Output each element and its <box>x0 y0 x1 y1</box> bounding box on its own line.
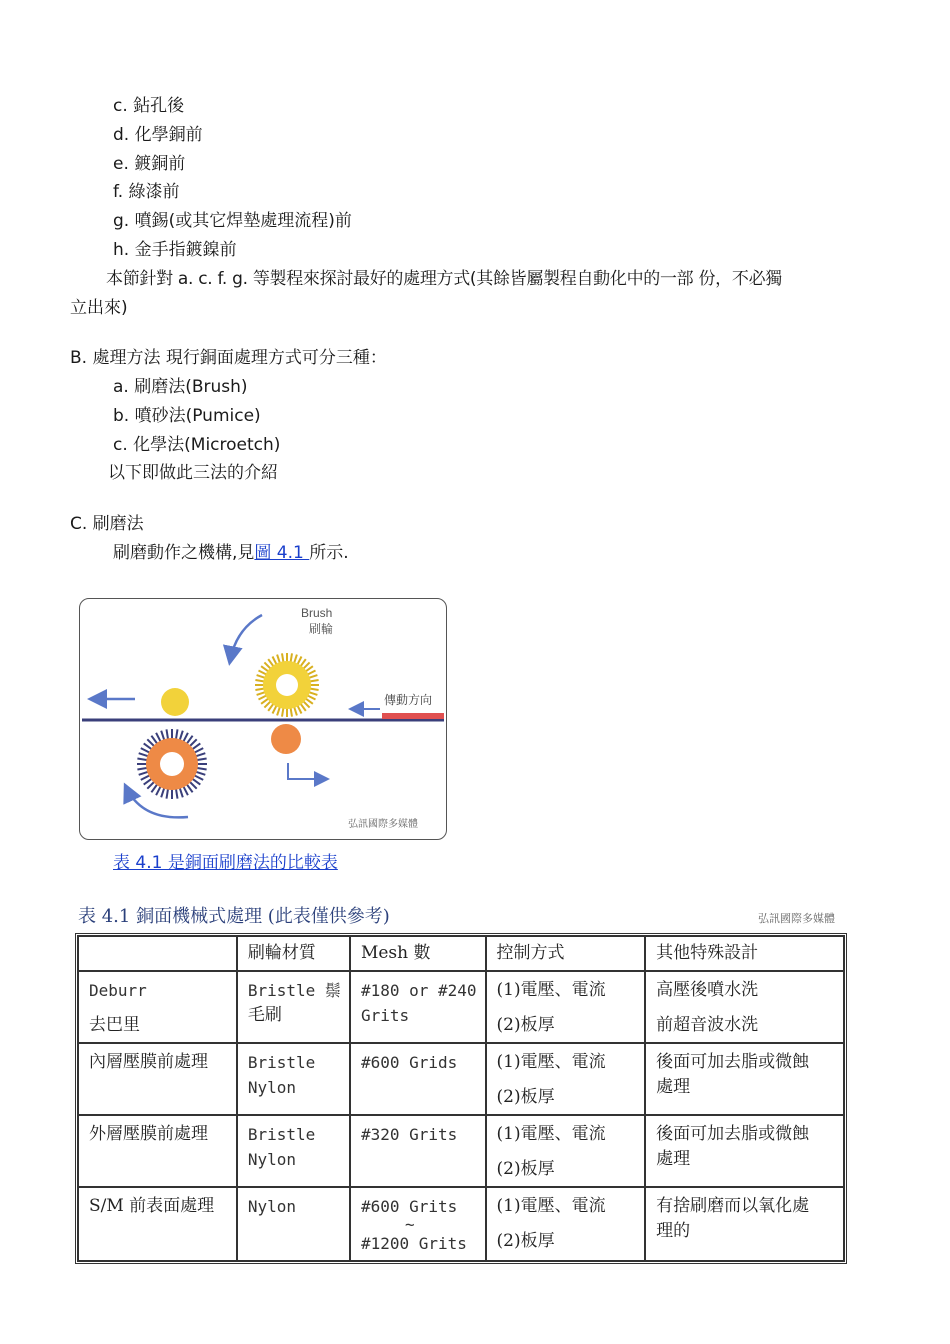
cell-text: Nylon <box>247 1150 297 1169</box>
cell-text: (2)板厚 <box>496 1231 555 1251</box>
cell-control <box>486 1187 646 1261</box>
cell-text: Bristle 鬃 <box>247 981 341 1000</box>
upper-brush-wheel <box>255 653 319 717</box>
table-title: 表 4.1 銅面機械式處理 (此表僅供參考) <box>78 906 390 927</box>
figure-link[interactable]: 圖 4.1 <box>254 543 310 563</box>
cell-mesh <box>350 1043 486 1115</box>
cell-text: (1)電壓、電流 <box>496 1052 606 1072</box>
table-header-row <box>78 936 844 971</box>
cell-mesh <box>350 1187 486 1261</box>
header-special-design: 其他特殊設計 <box>645 936 844 971</box>
brush-mechanism-figure <box>79 598 447 840</box>
cell-text: S/M 前表面處理 <box>89 1196 215 1216</box>
cell-text: (1)電壓、電流 <box>496 1196 606 1216</box>
cell-text: 處理 <box>656 1149 691 1169</box>
method-item-brush: a. 刷磨法(Brush) <box>113 377 248 397</box>
lower-brush-wheel <box>137 729 207 799</box>
list-item-e: e. 鍍銅前 <box>113 154 186 174</box>
cell-process <box>78 1043 237 1115</box>
list-item-h: h. 金手指鍍鎳前 <box>113 240 237 260</box>
comparison-table <box>75 933 847 1264</box>
cell-text: Grits <box>360 1006 410 1025</box>
upper-rotation-arrow <box>230 615 262 661</box>
section-b-heading: B. 處理方法 現行銅面處理方式可分三種： <box>70 348 387 368</box>
cell-text: 後面可加去脂或微蝕 <box>656 1124 810 1144</box>
cell-special <box>645 1043 844 1115</box>
cell-control <box>486 971 646 1043</box>
brush-label-en: Brush <box>301 606 333 620</box>
section-c-sentence <box>113 542 349 564</box>
brush-label-zh: 刷輪 <box>309 622 334 636</box>
cell-text: 處理 <box>656 1077 691 1097</box>
table-link[interactable]: 表 4.1 是銅面刷磨法的比較表 <box>113 853 338 873</box>
list-item-f: f. 綠漆前 <box>113 182 180 202</box>
cell-material <box>237 1115 350 1187</box>
cell-text: Nylon <box>247 1197 297 1216</box>
brush-diagram <box>80 599 447 840</box>
paragraph-line-2: 立出來) <box>70 298 128 318</box>
cell-special <box>645 1187 844 1261</box>
table-credit: 弘訊國際多媒體 <box>758 912 835 925</box>
list-item-c: c. 鉆孔後 <box>113 96 185 116</box>
method-item-microetch: c. 化學法(Microetch) <box>113 435 281 455</box>
conveyor-board-red <box>382 713 444 719</box>
header-mesh: Mesh 數 <box>350 936 486 971</box>
cell-text: (1)電壓、電流 <box>496 1124 606 1144</box>
header-brush-material: 刷輪材質 <box>237 936 350 971</box>
cell-mesh <box>350 1115 486 1187</box>
section-b-intro: 以下即做此三法的介紹 <box>108 463 278 483</box>
cell-text: (1)電壓、電流 <box>496 980 606 1000</box>
table-row <box>78 1115 844 1187</box>
cell-text: 後面可加去脂或微蝕 <box>656 1052 810 1072</box>
header-control: 控制方式 <box>486 936 646 971</box>
cell-text: (2)板厚 <box>496 1159 555 1179</box>
cell-special <box>645 971 844 1043</box>
cell-text: 高壓後噴水洗 <box>656 980 759 1000</box>
paragraph-line-1: 本節針對 a. c. f. g. 等製程來探討最好的處理方式(其餘皆屬製程自動化中的一部 份，不必獨 <box>106 269 782 289</box>
cell-text: 外層壓膜前處理 <box>89 1124 208 1144</box>
down-right-arrow <box>288 763 326 779</box>
list-item-d: d. 化學銅前 <box>113 125 203 145</box>
cell-text: 內層壓膜前處理 <box>89 1052 208 1072</box>
cell-text: #180 or #240 <box>360 981 477 1000</box>
cell-text: 有捨刷磨而以氧化處 <box>656 1196 810 1216</box>
sentence-tail: 所示. <box>309 543 349 563</box>
cell-text: Bristle <box>247 1053 316 1072</box>
yellow-roller <box>161 688 189 716</box>
cell-process <box>78 1187 237 1261</box>
cell-text: Bristle <box>247 1125 316 1144</box>
cell-mesh <box>350 971 486 1043</box>
cell-control <box>486 1115 646 1187</box>
section-c-heading: C. 刷磨法 <box>70 514 144 534</box>
cell-text: Deburr <box>89 981 147 1000</box>
cell-text: #600 Grids <box>360 1053 458 1072</box>
table-link-line <box>113 852 338 874</box>
cell-control <box>486 1043 646 1115</box>
orange-roller <box>271 724 301 754</box>
cell-text: 前超音波水洗 <box>656 1015 759 1035</box>
cell-special <box>645 1115 844 1187</box>
header-blank <box>78 936 237 971</box>
cell-text: 理的 <box>656 1221 691 1241</box>
cell-text: 毛刷 <box>247 1005 282 1025</box>
table-row <box>78 1187 844 1261</box>
cell-text: (2)板厚 <box>496 1015 555 1035</box>
direction-label: 傳動方向 <box>384 693 433 707</box>
cell-text: Nylon <box>247 1078 297 1097</box>
cell-process <box>78 971 237 1043</box>
cell-text: (2)板厚 <box>496 1087 555 1107</box>
table-row <box>78 971 844 1043</box>
cell-text: #1200 Grits <box>360 1234 467 1253</box>
cell-text: ~ <box>404 1215 415 1234</box>
cell-material <box>237 1043 350 1115</box>
method-item-pumice: b. 噴砂法(Pumice) <box>113 406 261 426</box>
cell-text: #600 Grits <box>360 1197 458 1216</box>
list-item-g: g. 噴錫(或其它焊墊處理流程)前 <box>113 211 352 231</box>
cell-process <box>78 1115 237 1187</box>
cell-material <box>237 1187 350 1261</box>
cell-text: 去巴里 <box>89 1015 140 1035</box>
cell-material <box>237 971 350 1043</box>
sentence-text: 刷磨動作之機構,見 <box>113 543 255 563</box>
figure-credit: 弘訊國際多媒體 <box>348 819 418 830</box>
cell-text: #320 Grits <box>360 1125 458 1144</box>
table-row <box>78 1043 844 1115</box>
